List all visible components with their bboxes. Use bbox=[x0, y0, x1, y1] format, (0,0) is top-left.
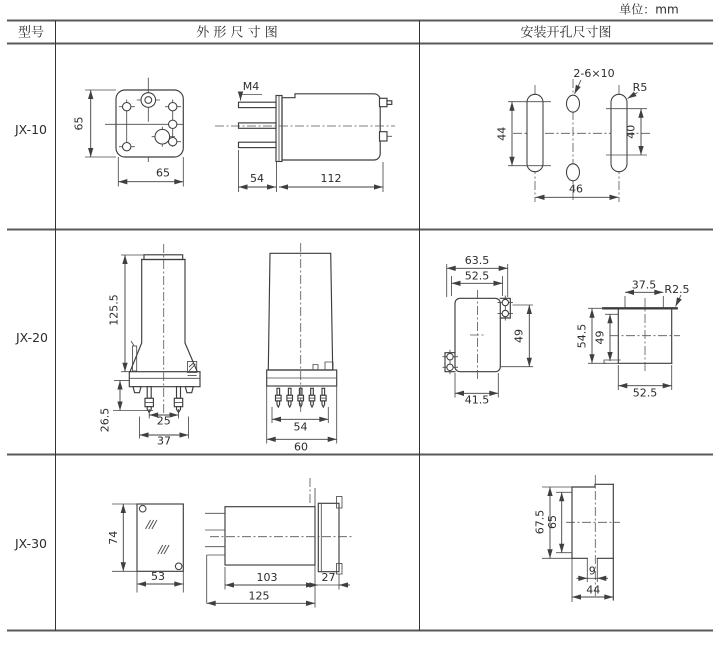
jx20-cutout-radius-label: R2.5 bbox=[664, 283, 690, 296]
jx10-body-len-dim: 112 bbox=[320, 172, 342, 185]
jx20-width-dim: 60 bbox=[294, 440, 308, 454]
jx20-side-view-drawing bbox=[267, 243, 337, 454]
jx10-slot-spec-label: 2-6×10 bbox=[573, 67, 615, 80]
jx10-terminal-len-dim: 54 bbox=[250, 172, 264, 185]
shaft-hole bbox=[155, 129, 170, 144]
mount-hole bbox=[123, 103, 131, 111]
jx10-h-pitch-dim: 46 bbox=[569, 182, 583, 196]
jx20-holes-outer-w-dim: 63.5 bbox=[464, 254, 490, 267]
mount-hole bbox=[567, 164, 580, 181]
jx10-thread-label: M4 bbox=[242, 80, 260, 93]
jx20-cutout-inner-h-dim: 49 bbox=[593, 330, 607, 345]
mount-hole bbox=[447, 364, 453, 370]
jx20-pin-len-dim: 26.5 bbox=[98, 407, 112, 433]
model-label-jx20: JX-20 bbox=[15, 330, 49, 345]
terminal-blade bbox=[239, 102, 277, 107]
mount-hole bbox=[175, 563, 182, 570]
terminal-pin bbox=[287, 388, 293, 407]
jx30-front-view-drawing bbox=[107, 504, 183, 593]
jx30-side-view-drawing bbox=[205, 478, 352, 608]
shaft-hole-inner bbox=[145, 97, 152, 104]
terminal-pin bbox=[145, 387, 153, 413]
jx20-cutout-width-dim: 52.5 bbox=[632, 386, 658, 400]
glass-hatch-marks bbox=[146, 520, 170, 554]
table-header bbox=[18, 3, 679, 41]
jx20-mounting-holes-drawing bbox=[443, 254, 534, 407]
jx30-front-width-dim: 53 bbox=[151, 570, 165, 583]
jx20-cutout-top-w-dim: 37.5 bbox=[631, 278, 657, 292]
terminal-blade bbox=[239, 142, 277, 147]
jx10-front-view-drawing bbox=[73, 78, 184, 187]
mount-hole bbox=[567, 95, 580, 112]
jx30-cutout-notch-w-dim: 9 bbox=[588, 564, 596, 578]
jx20-height-dim: 125.5 bbox=[107, 294, 121, 326]
model-label-jx30: JX-30 bbox=[14, 536, 48, 551]
jx20-panel-cutout-drawing bbox=[575, 279, 689, 400]
jx20-holes-bottom-w-dim: 41.5 bbox=[464, 393, 490, 407]
mount-slot bbox=[527, 94, 543, 171]
mount-hole bbox=[169, 120, 177, 128]
mount-hole bbox=[123, 143, 131, 151]
jx10-front-height-dim: 65 bbox=[72, 116, 86, 131]
jx30-front-height-dim: 74 bbox=[107, 530, 120, 545]
model-labels bbox=[14, 122, 48, 551]
header-model-col: 型号 bbox=[17, 25, 45, 41]
jx30-panel-cutout-drawing bbox=[534, 475, 620, 602]
jx10-side-view-drawing bbox=[215, 80, 395, 192]
header-outline-col: 外 形 尺 寸 图 bbox=[196, 25, 278, 41]
jx30-total-len-dim: 125 bbox=[248, 589, 270, 603]
jx20-pin-span-dim: 54 bbox=[293, 420, 308, 434]
jx10-mounting-drawing bbox=[496, 67, 651, 202]
jx20-pin-pitch-dim: 25 bbox=[156, 414, 171, 428]
jx20-holes-v-pitch-dim: 49 bbox=[512, 329, 526, 343]
jx20-cutout-outer-h-dim: 54.5 bbox=[575, 323, 589, 349]
jx10-left-pitch-dim: 44 bbox=[495, 126, 509, 141]
unit-label: 单位：mm bbox=[619, 2, 679, 17]
header-mounting-col: 安装开孔尺寸图 bbox=[520, 25, 612, 41]
jx30-cutout-inner-h-dim: 65 bbox=[546, 515, 559, 529]
jx20-front-view-drawing bbox=[99, 244, 201, 448]
jx20-holes-inner-w-dim: 52.5 bbox=[464, 269, 490, 283]
jx30-body-len-dim: 103 bbox=[256, 571, 278, 584]
terminal-pin bbox=[309, 388, 315, 407]
terminal-pin bbox=[276, 388, 282, 407]
mount-hole bbox=[502, 310, 508, 316]
mount-hole bbox=[447, 354, 453, 360]
terminal-pin bbox=[174, 387, 182, 413]
terminal-pin bbox=[321, 388, 327, 407]
jx10-slot-radius-label: R5 bbox=[632, 81, 648, 94]
jx30-cutout-outer-h-dim: 67.5 bbox=[533, 509, 547, 535]
mount-hole bbox=[169, 103, 177, 111]
jx30-cutout-width-dim: 44 bbox=[586, 583, 601, 597]
jx10-right-pitch-dim: 40 bbox=[624, 124, 638, 139]
jx30-flange-len-dim: 27 bbox=[321, 571, 336, 584]
mount-hole bbox=[139, 505, 146, 512]
jx10-front-width-dim: 65 bbox=[156, 166, 170, 180]
model-label-jx10: JX-10 bbox=[14, 122, 48, 137]
jx20-base-width-dim: 37 bbox=[157, 434, 171, 448]
mount-hole bbox=[502, 299, 508, 305]
